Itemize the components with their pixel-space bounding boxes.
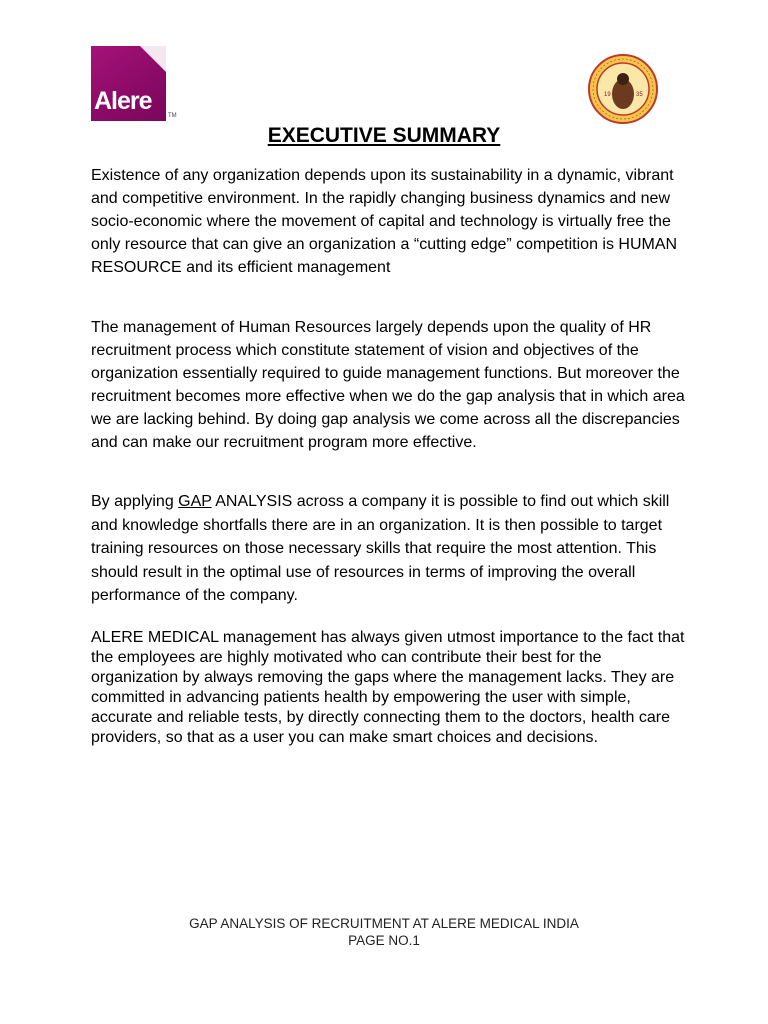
page-number: PAGE NO.1 xyxy=(348,933,420,948)
page-title: EXECUTIVE SUMMARY xyxy=(267,124,501,147)
paragraph-existence: Existence of any organization depends upon its sustainability in a dynamic, vibrant and competitive environment. In the rapidly changing business dynamics and new socio-economic where the movement of capital and technology is virtually free the only resource that can give an organization a “cutting edge” competition is HUMAN RESOURCE and its efficient management xyxy=(91,167,678,276)
footer-title: GAP ANALYSIS OF RECRUITMENT AT ALERE MEDICAL INDIA xyxy=(189,916,579,931)
seal-left-digits: 19 xyxy=(604,92,611,98)
p3-rest: ANALYSIS across a company it is possible to find out which skill and knowledge shortfalls there are in an organization. It is then possible to target training resources on those necessary skills that require the most attention. This should result in the optimal use of resources in terms of improving the overall performance of the company. xyxy=(91,493,670,604)
university-seal-icon xyxy=(588,54,658,124)
alere-logo xyxy=(91,46,166,121)
seal-right-digits: 35 xyxy=(636,92,643,98)
gap-link[interactable]: GAP xyxy=(178,493,212,510)
trademark-mark: TM xyxy=(168,113,177,119)
paragraph-gap-analysis xyxy=(91,490,691,608)
alere-logo-text: Alere xyxy=(94,87,152,115)
p3-prefix: By applying xyxy=(91,493,179,510)
paragraph-hr-management: The management of Human Resources largely depends upon the quality of HR recruitment process which constitute statement of vision and objectives of the organization essentially required to guide management functions. But moreover the recruitment becomes more effective when we do the gap analysis that in which area we are lacking behind. By doing gap analysis we come across all the discrepancies and can make our recruitment program more effective. xyxy=(91,319,685,451)
page-footer xyxy=(0,915,768,949)
paragraph-alere-medical: ALERE MEDICAL management has always given utmost importance to the fact that the employees are highly motivated who can contribute their best for the organization by always removing the gaps where the management lacks. They are committed in advancing patients health by empowering the user with simple, accurate and reliable tests, by directly connecting them to the doctors, health care providers, so that as a user you can make smart choices and decisions. xyxy=(91,629,685,746)
